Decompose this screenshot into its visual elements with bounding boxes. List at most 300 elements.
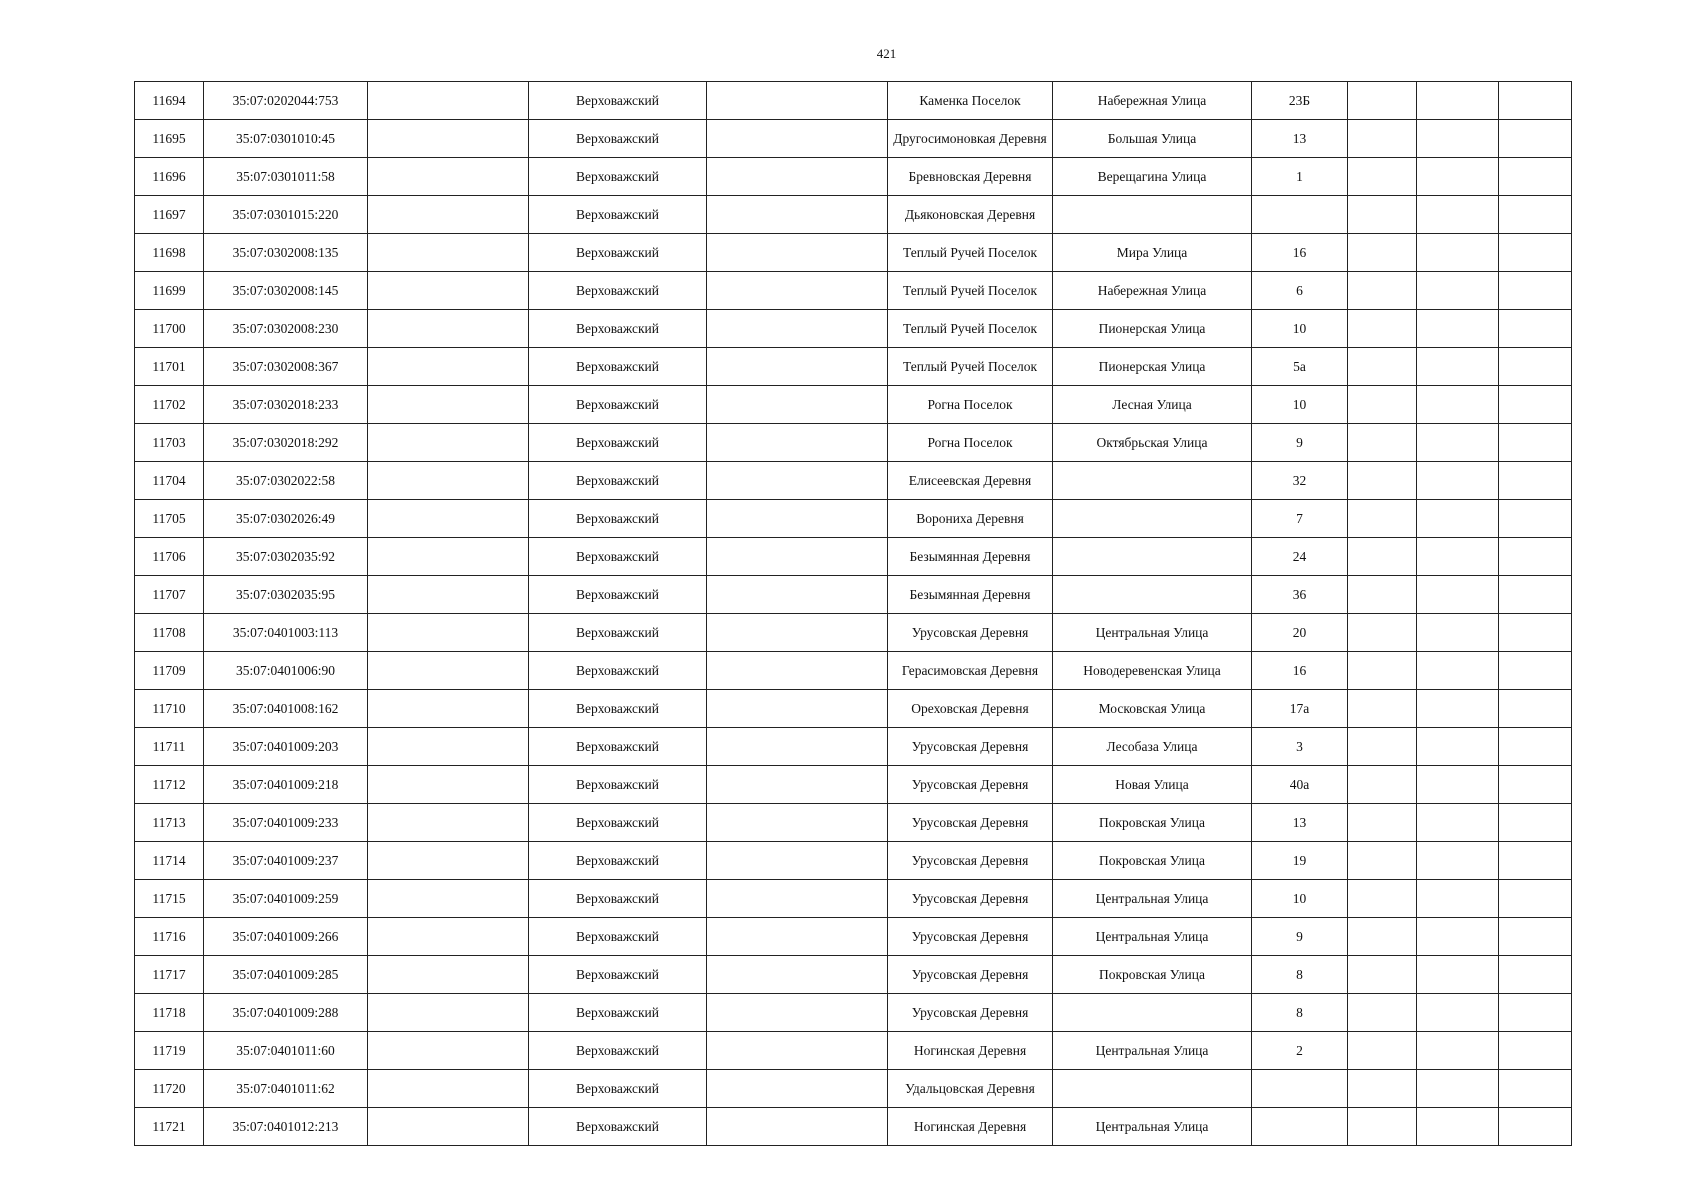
empty-cell-3 (368, 462, 529, 500)
empty-cell-9 (1348, 1070, 1417, 1108)
district-cell: Верховажский (529, 462, 707, 500)
district-cell: Верховажский (529, 196, 707, 234)
district-cell: Верховажский (529, 1108, 707, 1146)
empty-cell-5 (707, 766, 888, 804)
empty-cell-11 (1499, 690, 1572, 728)
house-number-cell: 8 (1252, 956, 1348, 994)
cadastral-number-cell: 35:07:0302018:292 (204, 424, 368, 462)
empty-cell-11 (1499, 1108, 1572, 1146)
table-row (135, 1032, 1572, 1070)
table-row (135, 386, 1572, 424)
table-row (135, 690, 1572, 728)
district-cell: Верховажский (529, 310, 707, 348)
street-cell: Центральная Улица (1053, 1108, 1252, 1146)
empty-cell-10 (1417, 614, 1499, 652)
district-cell: Верховажский (529, 120, 707, 158)
table-row (135, 842, 1572, 880)
row-number-cell: 11702 (135, 386, 204, 424)
empty-cell-3 (368, 348, 529, 386)
cadastral-number-cell: 35:07:0401009:285 (204, 956, 368, 994)
empty-cell-11 (1499, 804, 1572, 842)
table-row (135, 728, 1572, 766)
cadastral-number-cell: 35:07:0401009:288 (204, 994, 368, 1032)
house-number-cell: 16 (1252, 234, 1348, 272)
house-number-cell: 20 (1252, 614, 1348, 652)
settlement-cell: Теплый Ручей Поселок (888, 310, 1053, 348)
empty-cell-3 (368, 956, 529, 994)
street-cell (1053, 538, 1252, 576)
empty-cell-10 (1417, 652, 1499, 690)
cadastral-number-cell: 35:07:0302008:230 (204, 310, 368, 348)
settlement-cell: Урусовская Деревня (888, 994, 1053, 1032)
table-row (135, 1070, 1572, 1108)
empty-cell-3 (368, 82, 529, 120)
empty-cell-3 (368, 614, 529, 652)
empty-cell-9 (1348, 766, 1417, 804)
district-cell: Верховажский (529, 1032, 707, 1070)
cadastral-number-cell: 35:07:0401009:259 (204, 880, 368, 918)
district-cell: Верховажский (529, 804, 707, 842)
table-row (135, 196, 1572, 234)
empty-cell-11 (1499, 310, 1572, 348)
settlement-cell: Удальцовская Деревня (888, 1070, 1053, 1108)
row-number-cell: 11696 (135, 158, 204, 196)
house-number-cell: 40а (1252, 766, 1348, 804)
street-cell (1053, 500, 1252, 538)
district-cell: Верховажский (529, 690, 707, 728)
settlement-cell: Урусовская Деревня (888, 766, 1053, 804)
empty-cell-11 (1499, 82, 1572, 120)
settlement-cell: Рогна Поселок (888, 424, 1053, 462)
empty-cell-11 (1499, 120, 1572, 158)
empty-cell-9 (1348, 158, 1417, 196)
empty-cell-5 (707, 652, 888, 690)
district-cell: Верховажский (529, 576, 707, 614)
empty-cell-3 (368, 576, 529, 614)
table-row (135, 234, 1572, 272)
empty-cell-9 (1348, 462, 1417, 500)
row-number-cell: 11710 (135, 690, 204, 728)
settlement-cell: Елисеевская Деревня (888, 462, 1053, 500)
empty-cell-11 (1499, 728, 1572, 766)
empty-cell-11 (1499, 386, 1572, 424)
district-cell: Верховажский (529, 158, 707, 196)
house-number-cell: 10 (1252, 880, 1348, 918)
empty-cell-5 (707, 804, 888, 842)
cadastral-number-cell: 35:07:0301015:220 (204, 196, 368, 234)
district-cell: Верховажский (529, 500, 707, 538)
row-number-cell: 11699 (135, 272, 204, 310)
street-cell (1053, 994, 1252, 1032)
empty-cell-10 (1417, 462, 1499, 500)
empty-cell-10 (1417, 690, 1499, 728)
cadastral-number-cell: 35:07:0401008:162 (204, 690, 368, 728)
empty-cell-3 (368, 424, 529, 462)
row-number-cell: 11719 (135, 1032, 204, 1070)
empty-cell-3 (368, 1070, 529, 1108)
cadastral-number-cell: 35:07:0302008:145 (204, 272, 368, 310)
house-number-cell (1252, 1070, 1348, 1108)
empty-cell-5 (707, 614, 888, 652)
table-row (135, 424, 1572, 462)
district-cell: Верховажский (529, 424, 707, 462)
row-number-cell: 11712 (135, 766, 204, 804)
empty-cell-10 (1417, 576, 1499, 614)
row-number-cell: 11715 (135, 880, 204, 918)
empty-cell-5 (707, 196, 888, 234)
empty-cell-3 (368, 310, 529, 348)
empty-cell-11 (1499, 196, 1572, 234)
empty-cell-9 (1348, 1032, 1417, 1070)
cadastral-number-cell: 35:07:0401006:90 (204, 652, 368, 690)
street-cell: Покровская Улица (1053, 956, 1252, 994)
house-number-cell: 23Б (1252, 82, 1348, 120)
row-number-cell: 11708 (135, 614, 204, 652)
row-number-cell: 11697 (135, 196, 204, 234)
table-row (135, 538, 1572, 576)
district-cell: Верховажский (529, 842, 707, 880)
empty-cell-9 (1348, 576, 1417, 614)
house-number-cell: 2 (1252, 1032, 1348, 1070)
street-cell: Московская Улица (1053, 690, 1252, 728)
street-cell: Набережная Улица (1053, 272, 1252, 310)
empty-cell-11 (1499, 234, 1572, 272)
cadastral-number-cell: 35:07:0302018:233 (204, 386, 368, 424)
settlement-cell: Ореховская Деревня (888, 690, 1053, 728)
cadastral-number-cell: 35:07:0401009:233 (204, 804, 368, 842)
table-row (135, 158, 1572, 196)
empty-cell-10 (1417, 956, 1499, 994)
cadastral-number-cell: 35:07:0401012:213 (204, 1108, 368, 1146)
empty-cell-11 (1499, 614, 1572, 652)
table-row (135, 82, 1572, 120)
empty-cell-11 (1499, 576, 1572, 614)
street-cell: Мира Улица (1053, 234, 1252, 272)
row-number-cell: 11694 (135, 82, 204, 120)
empty-cell-5 (707, 690, 888, 728)
empty-cell-3 (368, 500, 529, 538)
street-cell: Верещагина Улица (1053, 158, 1252, 196)
empty-cell-11 (1499, 424, 1572, 462)
street-cell (1053, 462, 1252, 500)
house-number-cell: 7 (1252, 500, 1348, 538)
cadastral-number-cell: 35:07:0301010:45 (204, 120, 368, 158)
empty-cell-3 (368, 918, 529, 956)
district-cell: Верховажский (529, 880, 707, 918)
cadastral-number-cell: 35:07:0301011:58 (204, 158, 368, 196)
house-number-cell: 13 (1252, 120, 1348, 158)
empty-cell-3 (368, 158, 529, 196)
house-number-cell: 5а (1252, 348, 1348, 386)
empty-cell-11 (1499, 994, 1572, 1032)
empty-cell-10 (1417, 842, 1499, 880)
empty-cell-10 (1417, 158, 1499, 196)
row-number-cell: 11701 (135, 348, 204, 386)
cadastral-number-cell: 35:07:0401011:60 (204, 1032, 368, 1070)
street-cell: Октябрьская Улица (1053, 424, 1252, 462)
cadastral-number-cell: 35:07:0202044:753 (204, 82, 368, 120)
table-row (135, 766, 1572, 804)
district-cell: Верховажский (529, 994, 707, 1032)
empty-cell-11 (1499, 880, 1572, 918)
settlement-cell: Бревновская Деревня (888, 158, 1053, 196)
house-number-cell: 1 (1252, 158, 1348, 196)
cadastral-number-cell: 35:07:0401009:203 (204, 728, 368, 766)
empty-cell-5 (707, 120, 888, 158)
empty-cell-10 (1417, 994, 1499, 1032)
empty-cell-9 (1348, 994, 1417, 1032)
empty-cell-11 (1499, 842, 1572, 880)
empty-cell-11 (1499, 652, 1572, 690)
table-row (135, 576, 1572, 614)
settlement-cell: Теплый Ручей Поселок (888, 348, 1053, 386)
cadastral-number-cell: 35:07:0302022:58 (204, 462, 368, 500)
cadastral-number-cell: 35:07:0401009:237 (204, 842, 368, 880)
empty-cell-9 (1348, 196, 1417, 234)
empty-cell-3 (368, 804, 529, 842)
table-row (135, 918, 1572, 956)
empty-cell-10 (1417, 1070, 1499, 1108)
empty-cell-9 (1348, 690, 1417, 728)
empty-cell-5 (707, 82, 888, 120)
empty-cell-5 (707, 1070, 888, 1108)
empty-cell-10 (1417, 538, 1499, 576)
table-row (135, 652, 1572, 690)
empty-cell-11 (1499, 348, 1572, 386)
empty-cell-10 (1417, 386, 1499, 424)
table-row (135, 804, 1572, 842)
settlement-cell: Урусовская Деревня (888, 728, 1053, 766)
row-number-cell: 11721 (135, 1108, 204, 1146)
street-cell: Центральная Улица (1053, 918, 1252, 956)
district-cell: Верховажский (529, 766, 707, 804)
row-number-cell: 11705 (135, 500, 204, 538)
empty-cell-10 (1417, 766, 1499, 804)
house-number-cell: 13 (1252, 804, 1348, 842)
house-number-cell (1252, 1108, 1348, 1146)
settlement-cell: Урусовская Деревня (888, 614, 1053, 652)
empty-cell-11 (1499, 272, 1572, 310)
house-number-cell: 24 (1252, 538, 1348, 576)
row-number-cell: 11717 (135, 956, 204, 994)
empty-cell-10 (1417, 272, 1499, 310)
empty-cell-9 (1348, 500, 1417, 538)
empty-cell-9 (1348, 614, 1417, 652)
empty-cell-3 (368, 766, 529, 804)
empty-cell-9 (1348, 956, 1417, 994)
empty-cell-9 (1348, 272, 1417, 310)
cadastral-number-cell: 35:07:0302035:92 (204, 538, 368, 576)
empty-cell-3 (368, 120, 529, 158)
district-cell: Верховажский (529, 918, 707, 956)
district-cell: Верховажский (529, 386, 707, 424)
settlement-cell: Рогна Поселок (888, 386, 1053, 424)
settlement-cell: Дьяконовская Деревня (888, 196, 1053, 234)
empty-cell-5 (707, 842, 888, 880)
empty-cell-5 (707, 994, 888, 1032)
street-cell: Новодеревенская Улица (1053, 652, 1252, 690)
empty-cell-3 (368, 1108, 529, 1146)
row-number-cell: 11713 (135, 804, 204, 842)
settlement-cell: Урусовская Деревня (888, 956, 1053, 994)
table-row (135, 956, 1572, 994)
house-number-cell: 10 (1252, 386, 1348, 424)
empty-cell-3 (368, 1032, 529, 1070)
empty-cell-11 (1499, 766, 1572, 804)
empty-cell-5 (707, 234, 888, 272)
empty-cell-3 (368, 652, 529, 690)
street-cell: Покровская Улица (1053, 804, 1252, 842)
cadastral-number-cell: 35:07:0302035:95 (204, 576, 368, 614)
street-cell: Пионерская Улица (1053, 348, 1252, 386)
row-number-cell: 11707 (135, 576, 204, 614)
house-number-cell: 9 (1252, 918, 1348, 956)
house-number-cell: 16 (1252, 652, 1348, 690)
row-number-cell: 11703 (135, 424, 204, 462)
empty-cell-9 (1348, 728, 1417, 766)
row-number-cell: 11711 (135, 728, 204, 766)
empty-cell-5 (707, 728, 888, 766)
settlement-cell: Безымянная Деревня (888, 576, 1053, 614)
empty-cell-10 (1417, 348, 1499, 386)
empty-cell-9 (1348, 538, 1417, 576)
street-cell: Лесобаза Улица (1053, 728, 1252, 766)
district-cell: Верховажский (529, 728, 707, 766)
house-number-cell: 19 (1252, 842, 1348, 880)
cadastral-number-cell: 35:07:0302026:49 (204, 500, 368, 538)
row-number-cell: 11718 (135, 994, 204, 1032)
settlement-cell: Ногинская Деревня (888, 1108, 1053, 1146)
empty-cell-5 (707, 880, 888, 918)
row-number-cell: 11714 (135, 842, 204, 880)
house-number-cell (1252, 196, 1348, 234)
table-row (135, 310, 1572, 348)
empty-cell-9 (1348, 652, 1417, 690)
empty-cell-10 (1417, 1108, 1499, 1146)
house-number-cell: 6 (1252, 272, 1348, 310)
empty-cell-5 (707, 158, 888, 196)
table-row (135, 120, 1572, 158)
empty-cell-9 (1348, 386, 1417, 424)
empty-cell-9 (1348, 880, 1417, 918)
empty-cell-9 (1348, 82, 1417, 120)
table-row (135, 994, 1572, 1032)
cadastral-number-cell: 35:07:0302008:367 (204, 348, 368, 386)
empty-cell-5 (707, 310, 888, 348)
table-row (135, 614, 1572, 652)
empty-cell-9 (1348, 310, 1417, 348)
district-cell: Верховажский (529, 956, 707, 994)
district-cell: Верховажский (529, 1070, 707, 1108)
house-number-cell: 36 (1252, 576, 1348, 614)
district-cell: Верховажский (529, 614, 707, 652)
settlement-cell: Герасимовская Деревня (888, 652, 1053, 690)
row-number-cell: 11706 (135, 538, 204, 576)
empty-cell-9 (1348, 842, 1417, 880)
district-cell: Верховажский (529, 652, 707, 690)
empty-cell-5 (707, 424, 888, 462)
empty-cell-11 (1499, 1032, 1572, 1070)
settlement-cell: Другосимоновкая Деревня (888, 120, 1053, 158)
empty-cell-3 (368, 994, 529, 1032)
street-cell (1053, 576, 1252, 614)
empty-cell-3 (368, 234, 529, 272)
empty-cell-10 (1417, 918, 1499, 956)
empty-cell-5 (707, 956, 888, 994)
empty-cell-11 (1499, 918, 1572, 956)
empty-cell-5 (707, 918, 888, 956)
empty-cell-10 (1417, 82, 1499, 120)
empty-cell-3 (368, 728, 529, 766)
house-number-cell: 17а (1252, 690, 1348, 728)
settlement-cell: Ногинская Деревня (888, 1032, 1053, 1070)
street-cell: Центральная Улица (1053, 614, 1252, 652)
row-number-cell: 11700 (135, 310, 204, 348)
house-number-cell: 32 (1252, 462, 1348, 500)
cadastral-number-cell: 35:07:0302008:135 (204, 234, 368, 272)
empty-cell-5 (707, 386, 888, 424)
empty-cell-5 (707, 272, 888, 310)
empty-cell-10 (1417, 196, 1499, 234)
street-cell: Новая Улица (1053, 766, 1252, 804)
empty-cell-3 (368, 386, 529, 424)
empty-cell-5 (707, 462, 888, 500)
page-number: 421 (876, 46, 897, 61)
empty-cell-11 (1499, 500, 1572, 538)
empty-cell-9 (1348, 918, 1417, 956)
empty-cell-5 (707, 348, 888, 386)
empty-cell-9 (1348, 348, 1417, 386)
row-number-cell: 11695 (135, 120, 204, 158)
empty-cell-5 (707, 576, 888, 614)
empty-cell-5 (707, 1108, 888, 1146)
row-number-cell: 11716 (135, 918, 204, 956)
district-cell: Верховажский (529, 234, 707, 272)
table-row (135, 1108, 1572, 1146)
district-cell: Верховажский (529, 82, 707, 120)
row-number-cell: 11704 (135, 462, 204, 500)
house-number-cell: 3 (1252, 728, 1348, 766)
empty-cell-11 (1499, 1070, 1572, 1108)
street-cell: Большая Улица (1053, 120, 1252, 158)
cadastral-number-cell: 35:07:0401011:62 (204, 1070, 368, 1108)
street-cell (1053, 196, 1252, 234)
empty-cell-3 (368, 690, 529, 728)
empty-cell-5 (707, 538, 888, 576)
empty-cell-5 (707, 500, 888, 538)
settlement-cell: Безымянная Деревня (888, 538, 1053, 576)
empty-cell-10 (1417, 310, 1499, 348)
house-number-cell: 9 (1252, 424, 1348, 462)
table-row (135, 348, 1572, 386)
empty-cell-9 (1348, 1108, 1417, 1146)
settlement-cell: Каменка Поселок (888, 82, 1053, 120)
row-number-cell: 11720 (135, 1070, 204, 1108)
empty-cell-10 (1417, 500, 1499, 538)
empty-cell-3 (368, 880, 529, 918)
empty-cell-11 (1499, 538, 1572, 576)
street-cell (1053, 1070, 1252, 1108)
empty-cell-10 (1417, 424, 1499, 462)
street-cell: Лесная Улица (1053, 386, 1252, 424)
settlement-cell: Урусовская Деревня (888, 804, 1053, 842)
empty-cell-10 (1417, 804, 1499, 842)
empty-cell-3 (368, 842, 529, 880)
settlement-cell: Теплый Ручей Поселок (888, 234, 1053, 272)
street-cell: Центральная Улица (1053, 1032, 1252, 1070)
empty-cell-10 (1417, 234, 1499, 272)
house-number-cell: 10 (1252, 310, 1348, 348)
